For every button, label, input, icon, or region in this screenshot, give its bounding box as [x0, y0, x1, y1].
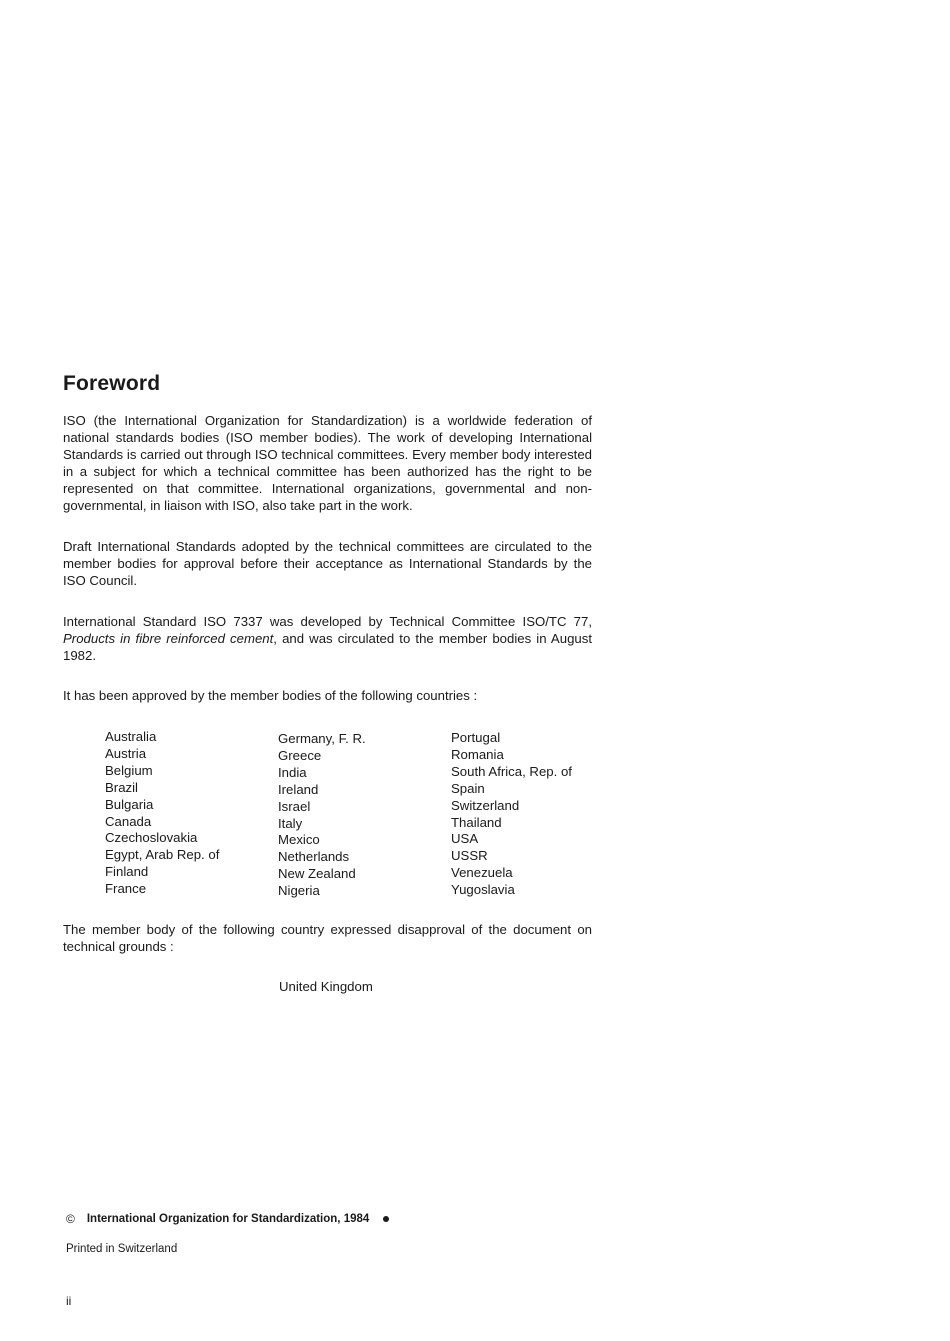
- country-item: New Zealand: [278, 866, 356, 882]
- bullet-icon: [383, 1216, 389, 1222]
- country-item: Australia: [105, 729, 157, 744]
- country-item: Spain: [451, 780, 485, 796]
- foreword-paragraph-1: ISO (the International Organization for Standardization) is a worldwide federation of national standards bodies (ISO member bodies). The work of developing International Standards is carried out through ISO technical committees. Every member body interested in a subject for which a technical committee has been authorized has the right to be represented on that committee. International organizations, governmental and non-governmental, in liaison with ISO, also take part in the work.: [63, 413, 592, 513]
- country-item: Egypt, Arab Rep. of: [105, 847, 220, 863]
- country-item: Romania: [451, 746, 504, 762]
- country-item: Austria: [105, 745, 147, 761]
- disapproval-statement: The member body of the following country expressed disapproval of the document on technical grounds :: [63, 922, 592, 954]
- country-item: Nigeria: [278, 883, 320, 899]
- country-item: Yugoslavia: [451, 882, 515, 898]
- country-column-3: [451, 730, 572, 899]
- foreword-paragraph-3: [63, 613, 592, 664]
- country-item: Czechoslovakia: [105, 830, 198, 846]
- country-item: France: [105, 881, 147, 897]
- country-item: Greece: [278, 747, 322, 763]
- country-item: USA: [451, 831, 479, 847]
- foreword-heading: Foreword: [63, 372, 161, 395]
- country-item: Mexico: [278, 832, 320, 848]
- copyright-text: International Organization for Standardization, 1984: [86, 1213, 370, 1225]
- country-item: Israel: [278, 798, 311, 814]
- country-item: USSR: [451, 848, 488, 864]
- country-item: Venezuela: [451, 865, 513, 881]
- country-item: South Africa, Rep. of: [451, 763, 572, 779]
- printed-location: Printed in Switzerland: [66, 1243, 178, 1255]
- country-item: Brazil: [105, 779, 138, 795]
- country-item: Finland: [105, 864, 149, 880]
- country-item: Thailand: [451, 814, 502, 830]
- country-item: Italy: [278, 815, 303, 831]
- page-number: ii: [66, 1294, 72, 1308]
- approval-statement: It has been approved by the member bodies of the following countries :: [63, 688, 478, 703]
- country-item: India: [278, 764, 307, 780]
- country-item: Portugal: [451, 730, 501, 745]
- country-item: Bulgaria: [105, 796, 154, 812]
- country-item: Belgium: [105, 762, 153, 778]
- country-item: Ireland: [278, 781, 319, 797]
- country-column-1: [105, 729, 219, 898]
- country-column-2: [278, 731, 366, 900]
- paragraph-3-text-start: International Standard ISO 7337 was developed by Technical Committee ISO/TC 77,: [63, 614, 592, 629]
- copyright-line: [66, 1212, 389, 1226]
- foreword-paragraph-2: Draft International Standards adopted by the technical committees are circulated to the member bodies for approval before their acceptance as International Standards by the ISO Council.: [63, 539, 592, 588]
- committee-title: Products in fibre reinforced cement: [63, 631, 274, 646]
- country-item: Netherlands: [278, 849, 350, 865]
- copyright-icon: ©: [66, 1212, 75, 1226]
- country-item: Canada: [105, 813, 152, 829]
- country-item: Switzerland: [451, 797, 520, 813]
- country-item: Germany, F. R.: [278, 731, 366, 746]
- disapproving-country: United Kingdom: [279, 979, 373, 994]
- paragraph-3-text-end: , and was circulated to the member bodies in August 1982.: [63, 631, 592, 663]
